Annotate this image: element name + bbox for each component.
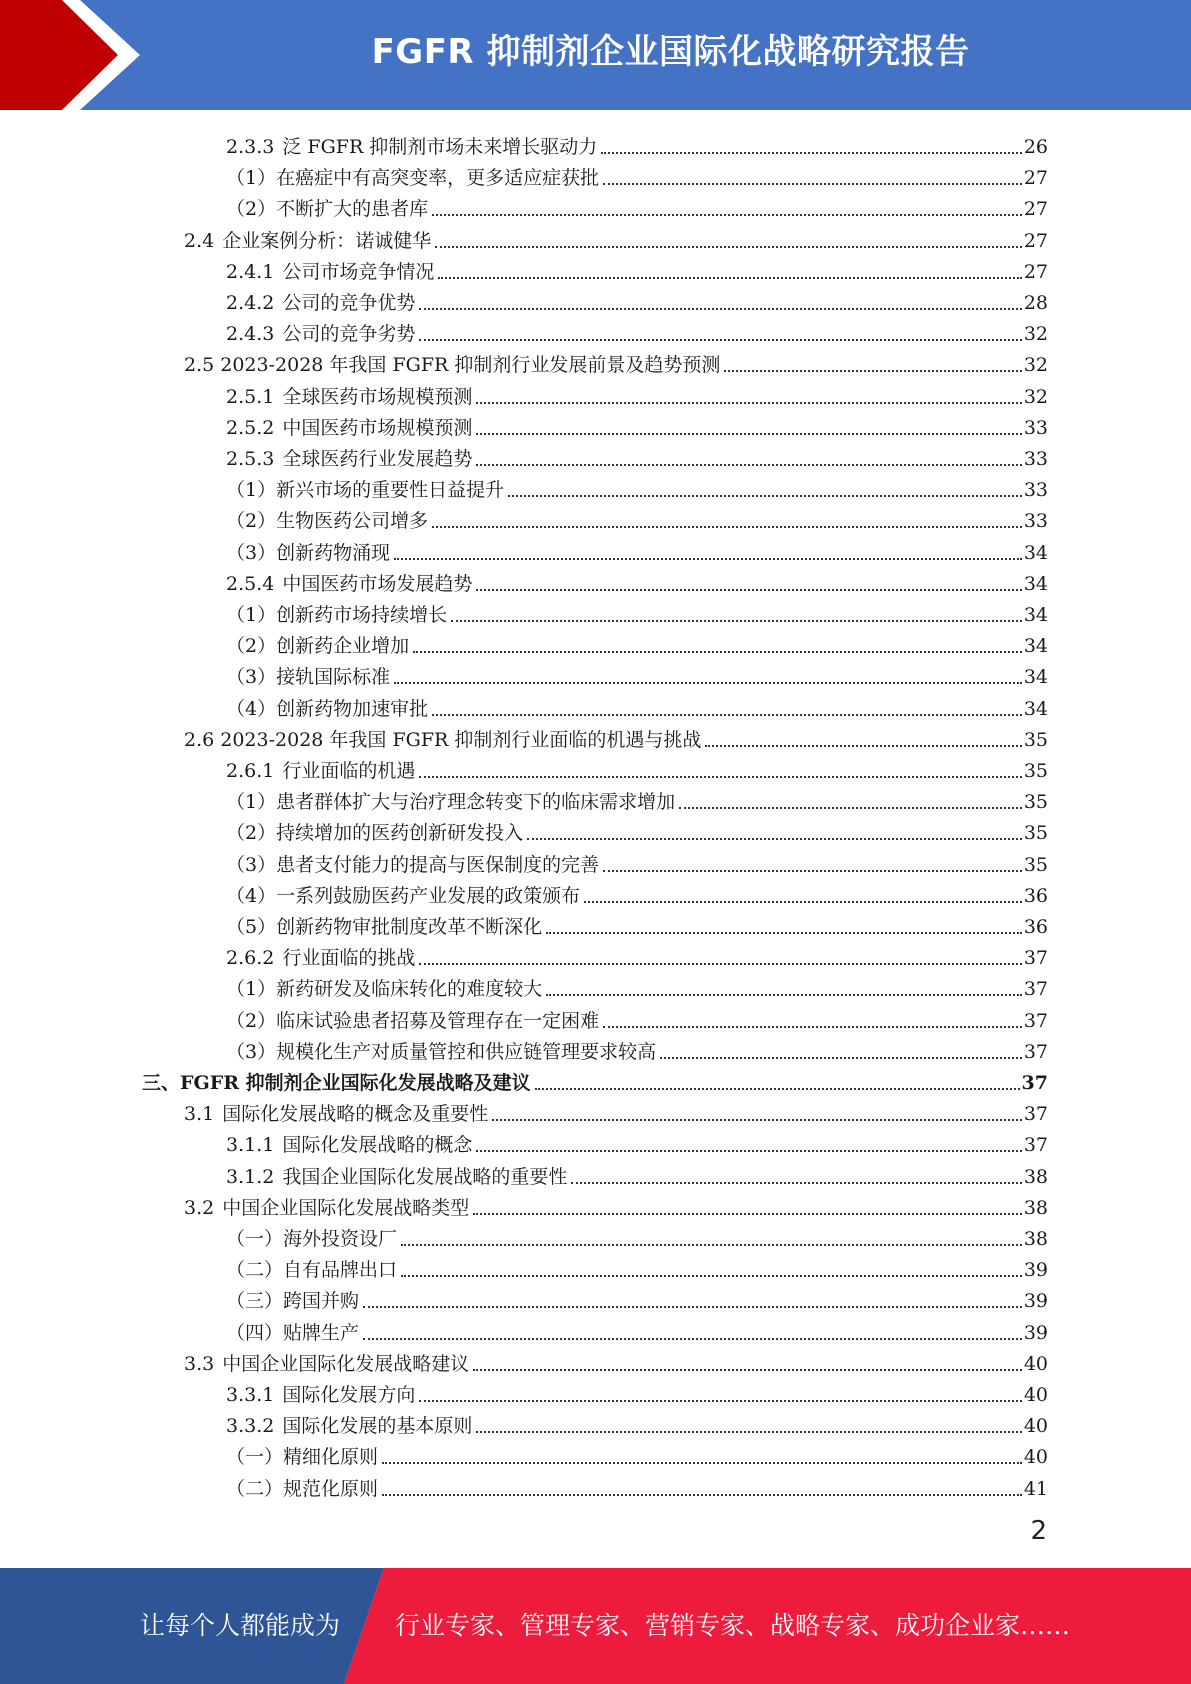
toc-leader-dots bbox=[382, 1462, 1022, 1464]
toc-entry[interactable] bbox=[226, 190, 1048, 221]
toc-entry-number: 2.3.3 bbox=[226, 136, 275, 158]
toc-entry[interactable] bbox=[226, 752, 1048, 783]
toc-entry[interactable] bbox=[226, 846, 1048, 877]
toc-entry-label bbox=[226, 166, 601, 190]
toc-entry-text: （二）自有品牌出口 bbox=[226, 1259, 398, 1282]
toc-entry-page: 32 bbox=[1023, 323, 1048, 346]
toc-entry-page: 36 bbox=[1023, 884, 1048, 907]
toc-leader-dots bbox=[724, 370, 1021, 372]
toc-entry-label bbox=[184, 1102, 490, 1126]
toc-entry[interactable] bbox=[226, 1470, 1048, 1501]
toc-entry-page: 34 bbox=[1023, 604, 1048, 626]
header-banner bbox=[0, 0, 1191, 110]
toc-entry-page: 37 bbox=[1023, 1103, 1048, 1126]
toc-leader-dots bbox=[546, 932, 1022, 934]
toc-leader-dots bbox=[419, 308, 1021, 310]
toc-leader-dots bbox=[432, 714, 1022, 716]
toc-entry-page: 36 bbox=[1023, 916, 1048, 938]
toc-leader-dots bbox=[394, 558, 1022, 560]
toc-leader-dots bbox=[601, 152, 1022, 154]
toc-entry-page: 34 bbox=[1023, 697, 1048, 720]
toc-entry-label bbox=[226, 1227, 399, 1251]
toc-entry[interactable] bbox=[226, 471, 1048, 502]
toc-entry[interactable] bbox=[184, 721, 1048, 752]
toc-entry-text: 国际化发展方向 bbox=[282, 1384, 416, 1406]
toc-entry-label bbox=[226, 572, 474, 596]
toc-entry-page: 33 bbox=[1023, 448, 1048, 470]
toc-entry[interactable] bbox=[226, 1158, 1048, 1189]
toc-entry-number: 2.4.1 bbox=[226, 260, 275, 283]
toc-entry-text: （2）持续增加的医药创新研发投入 bbox=[226, 822, 524, 845]
toc-entry-label bbox=[226, 1477, 380, 1501]
toc-entry-text: 全球医药市场规模预测 bbox=[282, 385, 473, 408]
toc-entry[interactable] bbox=[226, 253, 1048, 284]
toc-entry[interactable] bbox=[226, 534, 1048, 565]
toc-entry[interactable] bbox=[184, 1189, 1048, 1220]
toc-leader-dots bbox=[382, 1494, 1022, 1496]
toc-entry[interactable] bbox=[226, 908, 1048, 939]
toc-entry-page: 33 bbox=[1023, 416, 1048, 439]
toc-leader-dots bbox=[432, 526, 1022, 528]
toc-entry-page: 33 bbox=[1023, 479, 1048, 502]
toc-entry-page: 27 bbox=[1023, 260, 1048, 283]
toc-leader-dots bbox=[584, 901, 1022, 903]
toc-entry-label bbox=[226, 447, 474, 471]
toc-entry-page: 32 bbox=[1023, 385, 1048, 408]
toc-leader-dots bbox=[527, 838, 1022, 840]
toc-entry-text: 2.6 2023-2028 年我国 FGFR 抑制剂行业面临的机遇与挑战 bbox=[184, 728, 702, 751]
toc-entry-number: 2.4 bbox=[184, 229, 215, 252]
toc-entry[interactable] bbox=[226, 1282, 1048, 1313]
toc-leader-dots bbox=[451, 620, 1022, 622]
toc-leader-dots bbox=[476, 1431, 1021, 1433]
toc-entry-label bbox=[226, 1133, 474, 1157]
toc-entry-text: 我国企业国际化发展战略的重要性 bbox=[282, 1165, 568, 1188]
toc-leader-dots bbox=[413, 651, 1022, 653]
toc-entry-text: （三）跨国并购 bbox=[226, 1290, 360, 1313]
toc-entry-text: 公司市场竞争情况 bbox=[282, 260, 435, 283]
toc-entry-label bbox=[226, 977, 544, 1001]
toc-entry-text: （2）不断扩大的患者库 bbox=[226, 198, 429, 221]
toc-entry-label bbox=[184, 353, 722, 377]
toc-entry-text: （一）精细化原则 bbox=[226, 1446, 379, 1469]
toc-entry[interactable] bbox=[184, 1095, 1048, 1126]
toc-entry-number: 2.5.3 bbox=[226, 448, 275, 470]
toc-entry[interactable] bbox=[184, 1345, 1048, 1376]
toc-entry[interactable] bbox=[226, 284, 1048, 315]
toc-entry-number: 3.1 bbox=[184, 1103, 215, 1126]
toc-entry-text: 行业面临的挑战 bbox=[282, 947, 416, 970]
toc-entry-page: 34 bbox=[1023, 666, 1048, 689]
toc-leader-dots bbox=[476, 433, 1021, 435]
toc-leader-dots bbox=[476, 402, 1021, 404]
toc-entry-label bbox=[184, 229, 433, 253]
toc-entry-page: 38 bbox=[1023, 1196, 1048, 1219]
toc-entry-page: 27 bbox=[1023, 229, 1048, 252]
toc-leader-dots bbox=[492, 1119, 1022, 1121]
toc-entry-label bbox=[184, 1196, 471, 1220]
toc-entry-text: （1）新兴市场的重要性日益提升 bbox=[226, 479, 505, 502]
page-number: 2 bbox=[1030, 1516, 1047, 1546]
toc-entry-label bbox=[226, 385, 474, 409]
toc-leader-dots bbox=[535, 1088, 1020, 1090]
toc-entry-text: 全球医药行业发展趋势 bbox=[282, 448, 473, 470]
toc-entry[interactable] bbox=[226, 877, 1048, 908]
toc-entry-label bbox=[226, 915, 544, 939]
toc-leader-dots bbox=[546, 994, 1022, 996]
toc-entry-page: 27 bbox=[1023, 167, 1048, 190]
toc-entry-label bbox=[226, 665, 392, 689]
toc-entry-label bbox=[226, 197, 430, 221]
toc-entry-page: 34 bbox=[1023, 572, 1048, 595]
toc-entry[interactable] bbox=[226, 814, 1048, 845]
toc-leader-dots bbox=[603, 183, 1022, 185]
toc-entry-page: 40 bbox=[1023, 1415, 1048, 1438]
toc-entry-label bbox=[226, 322, 417, 346]
toc-entry-text: （3）患者支付能力的提高与医保制度的完善 bbox=[226, 853, 600, 876]
toc-leader-dots bbox=[603, 870, 1022, 872]
toc-entry-page: 40 bbox=[1023, 1384, 1048, 1406]
toc-leader-dots bbox=[705, 745, 1021, 747]
footer-banner bbox=[0, 1568, 1191, 1684]
toc-leader-dots bbox=[508, 495, 1022, 497]
toc-leader-dots bbox=[394, 682, 1022, 684]
toc-entry-page: 37 bbox=[1023, 1134, 1048, 1157]
toc-entry-page: 39 bbox=[1023, 1321, 1048, 1344]
toc-entry[interactable] bbox=[226, 596, 1048, 627]
toc-entry-label bbox=[226, 1414, 474, 1438]
toc-entry[interactable] bbox=[226, 159, 1048, 190]
toc-entry-label bbox=[226, 1289, 361, 1313]
toc-leader-dots bbox=[603, 1026, 1022, 1028]
toc-entry-label bbox=[226, 1009, 601, 1033]
toc-entry-text: 国际化发展战略的概念及重要性 bbox=[222, 1103, 489, 1126]
toc-entry-page: 27 bbox=[1023, 198, 1048, 221]
toc-entry-number: 3.2 bbox=[184, 1196, 215, 1219]
toc-entry-number: 3.3.1 bbox=[226, 1384, 275, 1406]
toc-entry-page: 37 bbox=[1021, 1072, 1048, 1094]
toc-entry-label bbox=[226, 634, 411, 658]
toc-entry-text: 中国企业国际化发展战略类型 bbox=[222, 1196, 470, 1219]
toc-entry-number: 2.6.1 bbox=[226, 760, 275, 782]
toc-leader-dots bbox=[679, 807, 1022, 809]
toc-entry[interactable] bbox=[226, 970, 1048, 1001]
toc-entry-page: 33 bbox=[1023, 510, 1048, 533]
toc-entry-page: 32 bbox=[1023, 354, 1048, 377]
toc-entry-text: 2.5 2023-2028 年我国 FGFR 抑制剂行业发展前景及趋势预测 bbox=[184, 354, 721, 377]
toc-entry-label bbox=[142, 1071, 533, 1095]
toc-leader-dots bbox=[401, 1244, 1022, 1246]
toc-entry[interactable] bbox=[226, 409, 1048, 440]
toc-entry-number: 2.6.2 bbox=[226, 947, 275, 970]
toc-entry-text: （4）创新药物加速审批 bbox=[226, 697, 429, 720]
toc-entry-label bbox=[226, 697, 430, 721]
toc-entry[interactable] bbox=[226, 378, 1048, 409]
toc-entry-number: 2.4.2 bbox=[226, 292, 275, 314]
toc-entry-page: 37 bbox=[1023, 1040, 1048, 1063]
toc-leader-dots bbox=[571, 1182, 1021, 1184]
toc-entry[interactable] bbox=[184, 222, 1048, 253]
toc-entry-text: （2）生物医药公司增多 bbox=[226, 510, 429, 533]
toc-entry-text: 企业案例分析：诺诚健华 bbox=[222, 229, 432, 252]
toc-entry[interactable] bbox=[226, 939, 1048, 970]
toc-entry-label bbox=[226, 541, 392, 565]
toc-entry-text: （一）海外投资设厂 bbox=[226, 1228, 398, 1250]
toc-leader-dots bbox=[419, 963, 1021, 965]
toc-entry[interactable] bbox=[226, 1376, 1048, 1407]
toc-entry-text: （1）新药研发及临床转化的难度较大 bbox=[226, 978, 543, 1001]
toc-entry-label bbox=[226, 1258, 399, 1282]
toc-entry[interactable] bbox=[226, 315, 1048, 346]
toc-entry-text: （3）接轨国际标准 bbox=[226, 666, 391, 689]
toc-entry-label bbox=[226, 790, 677, 814]
toc-leader-dots bbox=[476, 589, 1021, 591]
toc-entry-number: 3.1.1 bbox=[226, 1134, 275, 1157]
toc-entry-text: （1）患者群体扩大与治疗理念转变下的临床需求增加 bbox=[226, 791, 676, 814]
toc-entry-label bbox=[226, 291, 417, 315]
toc-entry[interactable] bbox=[226, 1002, 1048, 1033]
toc-entry-page: 40 bbox=[1023, 1446, 1048, 1469]
toc-entry-page: 35 bbox=[1023, 760, 1048, 782]
toc-entry-page: 37 bbox=[1023, 978, 1048, 1001]
toc-entry-text: （3）创新药物涌现 bbox=[226, 541, 391, 564]
toc-entry-text: 公司的竞争劣势 bbox=[282, 323, 416, 346]
toc-entry-text: （4）一系列鼓励医药产业发展的政策颁布 bbox=[226, 884, 581, 907]
toc-entry[interactable] bbox=[226, 1438, 1048, 1469]
toc-entry[interactable] bbox=[226, 783, 1048, 814]
toc-entry-label bbox=[226, 135, 599, 159]
toc-entry-text: （1）在癌症中有高突变率，更多适应症获批 bbox=[226, 167, 600, 190]
toc-leader-dots bbox=[363, 1338, 1022, 1340]
toc-entry-page: 35 bbox=[1023, 822, 1048, 845]
toc-entry-text: 行业面临的机遇 bbox=[282, 760, 416, 782]
toc-entry[interactable] bbox=[142, 1064, 1048, 1095]
toc-entry-label bbox=[226, 853, 601, 877]
toc-entry-page: 41 bbox=[1023, 1477, 1048, 1500]
red-arrow-icon bbox=[0, 0, 150, 110]
toc-leader-dots bbox=[419, 339, 1021, 341]
toc-entry-label bbox=[226, 603, 449, 627]
toc-entry-page: 28 bbox=[1023, 292, 1048, 314]
toc-entry-label bbox=[184, 1352, 471, 1376]
toc-leader-dots bbox=[401, 1275, 1022, 1277]
toc-entry-text: 三、FGFR 抑制剂企业国际化发展战略及建议 bbox=[142, 1072, 531, 1094]
toc-entry-text: （二）规范化原则 bbox=[226, 1477, 379, 1500]
toc-entry-label bbox=[226, 946, 417, 970]
toc-entry-label bbox=[226, 884, 582, 908]
toc-entry-number: 3.3.2 bbox=[226, 1415, 275, 1438]
toc-entry-page: 35 bbox=[1023, 853, 1048, 876]
toc-entry[interactable] bbox=[226, 128, 1048, 159]
toc-entry-label bbox=[226, 260, 436, 284]
toc-entry-page: 40 bbox=[1023, 1352, 1048, 1375]
toc-entry[interactable] bbox=[226, 1407, 1048, 1438]
toc-entry-text: 中国医药市场规模预测 bbox=[282, 416, 473, 439]
toc-leader-dots bbox=[419, 776, 1021, 778]
toc-entry-page: 37 bbox=[1023, 1009, 1048, 1032]
toc-entry-page: 35 bbox=[1023, 791, 1048, 814]
toc-entry[interactable] bbox=[226, 1126, 1048, 1157]
toc-entry-page: 38 bbox=[1023, 1165, 1048, 1188]
toc-entry-text: （1）创新药市场持续增长 bbox=[226, 604, 448, 626]
toc-entry-number: 2.5.1 bbox=[226, 385, 275, 408]
toc-entry-page: 26 bbox=[1023, 136, 1048, 158]
toc-leader-dots bbox=[432, 214, 1022, 216]
toc-entry[interactable] bbox=[226, 565, 1048, 596]
toc-entry-label bbox=[226, 416, 474, 440]
toc-entry-page: 34 bbox=[1023, 635, 1048, 658]
toc-entry-text: （四）贴牌生产 bbox=[226, 1321, 360, 1344]
toc-entry-text: 国际化发展的基本原则 bbox=[282, 1415, 473, 1438]
footer-slogan-left: 让每个人都能成为 bbox=[139, 1611, 340, 1640]
toc-entry-page: 34 bbox=[1023, 541, 1048, 564]
toc-entry[interactable] bbox=[226, 1033, 1048, 1064]
toc-entry[interactable] bbox=[184, 346, 1048, 377]
toc-entry[interactable] bbox=[226, 658, 1048, 689]
toc-entry-text: 国际化发展战略的概念 bbox=[282, 1134, 473, 1157]
toc-leader-dots bbox=[363, 1306, 1022, 1308]
toc-leader-dots bbox=[438, 277, 1021, 279]
toc-leader-dots bbox=[473, 1369, 1022, 1371]
toc-entry-label bbox=[226, 1445, 380, 1469]
toc-entry-label bbox=[226, 1040, 658, 1064]
toc-entry-label bbox=[226, 509, 430, 533]
toc-leader-dots bbox=[435, 246, 1022, 248]
toc-entry-text: 中国企业国际化发展战略建议 bbox=[222, 1352, 470, 1375]
toc-entry[interactable] bbox=[226, 1314, 1048, 1345]
toc-entry[interactable] bbox=[226, 1220, 1048, 1251]
toc-entry-label bbox=[226, 1321, 361, 1345]
toc-entry-label bbox=[226, 1165, 569, 1189]
toc-entry-page: 38 bbox=[1023, 1228, 1048, 1250]
toc-entry-number: 3.1.2 bbox=[226, 1165, 275, 1188]
toc-entry-text: 泛 FGFR 抑制剂市场未来增长驱动力 bbox=[282, 136, 598, 158]
toc-entry-label bbox=[226, 759, 417, 783]
report-title: FGFR 抑制剂企业国际化战略研究报告 bbox=[371, 32, 970, 72]
toc-entry-label bbox=[226, 1383, 417, 1407]
toc-entry-text: （2）创新药企业增加 bbox=[226, 635, 410, 658]
toc-leader-dots bbox=[660, 1057, 1022, 1059]
toc-leader-dots bbox=[476, 464, 1021, 466]
toc-entry-page: 35 bbox=[1023, 728, 1048, 751]
toc-entry-page: 37 bbox=[1023, 947, 1048, 970]
toc-leader-dots bbox=[473, 1213, 1022, 1215]
toc-entry-page: 39 bbox=[1023, 1290, 1048, 1313]
toc-entry-label bbox=[226, 821, 525, 845]
toc-entry-number: 2.5.4 bbox=[226, 572, 275, 595]
footer-slogan-right: 行业专家、管理专家、营销专家、战略专家、成功企业家…… bbox=[395, 1611, 1071, 1640]
toc-entry-text: 中国医药市场发展趋势 bbox=[282, 572, 473, 595]
toc-entry-text: （5）创新药物审批制度改革不断深化 bbox=[226, 916, 543, 938]
toc-entry[interactable] bbox=[226, 690, 1048, 721]
toc-entry[interactable] bbox=[226, 1251, 1048, 1282]
toc-entry-label bbox=[226, 478, 506, 502]
toc-entry[interactable] bbox=[226, 502, 1048, 533]
toc-leader-dots bbox=[419, 1400, 1021, 1402]
toc-entry-text: 公司的竞争优势 bbox=[282, 292, 416, 314]
toc-entry-number: 2.5.2 bbox=[226, 416, 275, 439]
toc-entry-page: 39 bbox=[1023, 1259, 1048, 1282]
toc-entry-number: 3.3 bbox=[184, 1352, 215, 1375]
toc-entry-number: 2.4.3 bbox=[226, 323, 275, 346]
toc-entry[interactable] bbox=[226, 440, 1048, 471]
toc-entry-text: （2）临床试验患者招募及管理存在一定困难 bbox=[226, 1009, 600, 1032]
toc-entry-text: （3）规模化生产对质量管控和供应链管理要求较高 bbox=[226, 1040, 657, 1063]
toc-entry[interactable] bbox=[226, 627, 1048, 658]
toc-entry-label bbox=[184, 728, 703, 752]
toc-leader-dots bbox=[476, 1150, 1021, 1152]
